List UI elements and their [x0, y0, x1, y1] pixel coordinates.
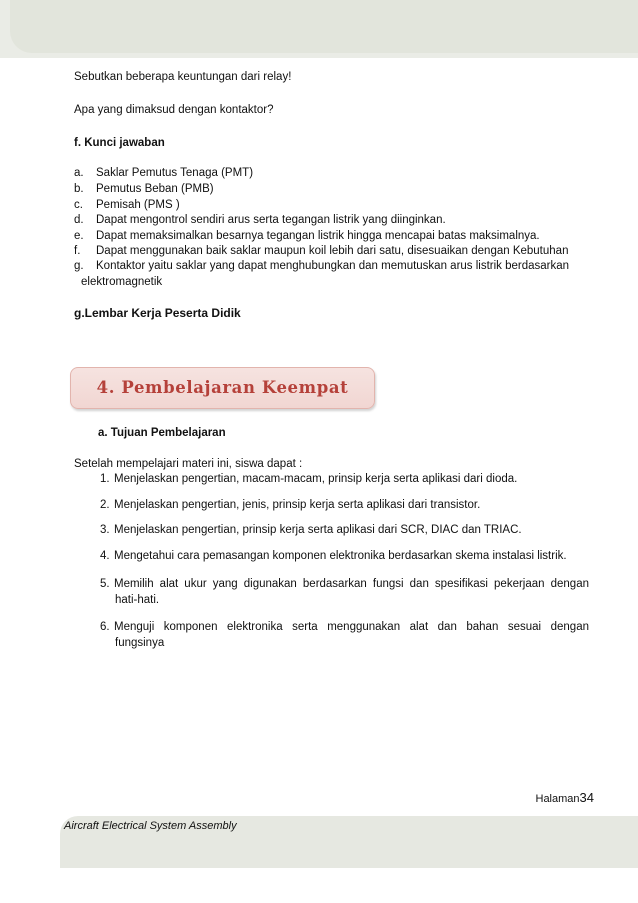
- section-banner: [70, 367, 375, 409]
- objective-number: 6.: [100, 621, 110, 633]
- answer-marker: c.: [74, 199, 83, 211]
- answer-item-a: [74, 167, 253, 179]
- question-contactor: Apa yang dimaksud dengan kontaktor?: [74, 104, 274, 116]
- page-number-value: 34: [579, 790, 594, 805]
- answer-item-g-continuation: elektromagnetik: [81, 276, 163, 288]
- answer-item-c: [74, 199, 180, 211]
- section-banner-title: 4. Pembelajaran Keempat: [96, 378, 349, 397]
- objective-number: 5.: [100, 578, 110, 590]
- objective-text: Mengetahui cara pemasangan komponen elektronika berdasarkan skema instalasi listrik.: [114, 550, 567, 562]
- answer-item-e: [74, 230, 540, 242]
- question-relay: Sebutkan beberapa keuntungan dari relay!: [74, 71, 292, 83]
- header-band-shape: [10, 0, 638, 53]
- answer-marker: f.: [74, 245, 81, 257]
- answer-text: Dapat menggunakan baik saklar maupun koil lebih dari satu, disesuaikan dengan Kebutuhan: [96, 245, 569, 257]
- objective-number: 3.: [100, 524, 110, 536]
- objective-text: Memilih alat ukur yang digunakan berdasarkan fungsi dan spesifikasi pekerjaan dengan: [114, 578, 589, 590]
- worksheet-heading: g.Lembar Kerja Peserta Didik: [74, 306, 241, 320]
- objective-item-6-continuation: fungsinya: [115, 637, 165, 649]
- objective-item-4: [100, 550, 589, 562]
- answer-text: Kontaktor yaitu saklar yang dapat menghubungkan dan memutuskan arus listrik berdasarkan: [96, 260, 570, 272]
- answer-text: Saklar Pemutus Tenaga (PMT): [96, 167, 254, 179]
- answer-item-g: [74, 260, 569, 272]
- answer-marker: a.: [74, 167, 84, 179]
- answer-item-f: [74, 245, 568, 257]
- objectives-heading: a. Tujuan Pembelajaran: [98, 427, 226, 439]
- objective-item-2: [100, 499, 589, 511]
- page-label: Halaman: [535, 793, 580, 805]
- objective-number: 4.: [100, 550, 110, 562]
- objective-item-5: [100, 578, 589, 590]
- objective-item-1: [100, 473, 589, 485]
- objective-number: 2.: [100, 499, 110, 511]
- objective-item-6: [100, 621, 589, 633]
- footer-title: Aircraft Electrical System Assembly: [64, 820, 237, 832]
- answer-marker: e.: [74, 230, 84, 242]
- answer-text: Pemisah (PMS ): [96, 199, 180, 211]
- objective-text: Menjelaskan pengertian, macam-macam, prinsip kerja serta aplikasi dari dioda.: [114, 473, 518, 485]
- objective-item-5-continuation: hati-hati.: [115, 594, 160, 606]
- objective-item-3: [100, 524, 589, 536]
- header-band: [0, 0, 638, 58]
- answer-text: Pemutus Beban (PMB): [96, 183, 214, 195]
- answer-marker: b.: [74, 183, 84, 195]
- objective-number: 1.: [100, 473, 110, 485]
- answer-text: Dapat memaksimalkan besarnya tegangan listrik hingga mencapai batas maksimalnya.: [96, 230, 540, 242]
- answer-item-d: [74, 214, 446, 226]
- answer-item-b: [74, 183, 214, 195]
- page-number: [536, 790, 595, 805]
- objective-text: Menjelaskan pengertian, prinsip kerja serta aplikasi dari SCR, DIAC dan TRIAC.: [114, 524, 522, 536]
- objectives-intro: Setelah mempelajari materi ini, siswa dapat :: [74, 458, 303, 470]
- objective-text: Menjelaskan pengertian, jenis, prinsip kerja serta aplikasi dari transistor.: [114, 499, 481, 511]
- answer-marker: g.: [74, 260, 84, 272]
- objective-text: Menguji komponen elektronika serta menggunakan alat dan bahan sesuai dengan: [114, 621, 589, 633]
- answer-marker: d.: [74, 214, 84, 226]
- answer-text: Dapat mengontrol sendiri arus serta tegangan listrik yang diinginkan.: [96, 214, 446, 226]
- answer-key-heading: f. Kunci jawaban: [74, 137, 165, 149]
